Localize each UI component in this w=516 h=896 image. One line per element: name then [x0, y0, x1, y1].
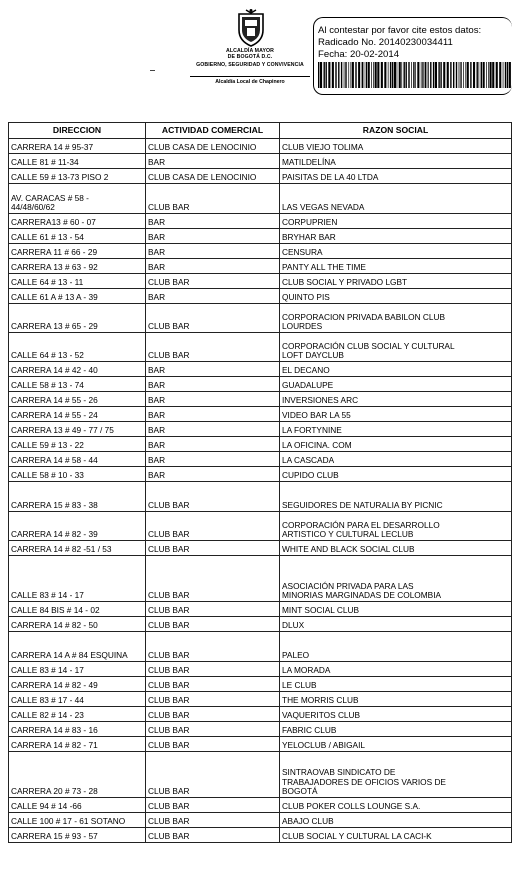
cell-direccion [9, 467, 146, 482]
cell-actividad: BAR [146, 244, 280, 259]
cell-actividad: CLUB CASA DE LENOCINIO [146, 139, 280, 154]
cell-razon-social [280, 813, 512, 828]
cell-razon-social-line: CENSURA [282, 247, 323, 258]
cell-razon-social-line: CLUB VIEJO TOLIMA [282, 142, 364, 153]
cell-direccion-line: 44/48/60/62 [11, 202, 55, 213]
cell-direccion-line: CARRERA 14 # 82 - 39 [11, 529, 98, 540]
table-row [9, 617, 512, 632]
cell-direccion-line: CALLE 84 BIS # 14 - 02 [11, 605, 100, 616]
cell-razon-social [280, 377, 512, 392]
cell-razon-social [280, 602, 512, 617]
table-row [9, 274, 512, 289]
cell-direccion-line: CARRERA 14 A # 84 ESQUINA [11, 650, 128, 661]
cell-actividad: CLUB BAR [146, 813, 280, 828]
cell-razon-social-line: ASOCIACIÓN PRIVADA PARA LAS [282, 580, 414, 591]
cell-razon-social [280, 154, 512, 169]
cell-direccion-line: CALLE 64 # 13 - 52 [11, 350, 84, 361]
cell-actividad: CLUB BAR [146, 602, 280, 617]
cell-razon-social-line: CLUB SOCIAL Y CULTURAL LA CACI-K [282, 831, 432, 842]
cell-actividad: BAR [146, 154, 280, 169]
cell-direccion-line: AV. CARACAS # 58 - [11, 192, 89, 203]
cell-direccion-line: CARRERA 14 # 83 - 16 [11, 725, 98, 736]
cell-direccion [9, 828, 146, 843]
cell-razon-social-line: PANTY ALL THE TIME [282, 262, 366, 273]
table-row [9, 392, 512, 407]
table-row [9, 169, 512, 184]
cell-razon-social [280, 828, 512, 843]
cell-direccion [9, 662, 146, 677]
cell-razon-social [280, 184, 512, 214]
cell-direccion-line: CALLE 64 # 13 - 11 [11, 277, 84, 288]
table-row [9, 813, 512, 828]
cell-razon-social [280, 333, 512, 362]
cell-direccion-line: CALLE 100 # 17 - 61 SOTANO [11, 816, 126, 827]
cell-razon-social-line: WHITE AND BLACK SOCIAL CLUB [282, 544, 415, 555]
cell-direccion [9, 407, 146, 422]
cell-direccion [9, 737, 146, 752]
cell-direccion-line: CARRERA 13 # 63 - 92 [11, 262, 98, 273]
cell-direccion-line: CARRERA 14 # 55 - 24 [11, 410, 98, 421]
cell-direccion [9, 452, 146, 467]
cell-razon-social [280, 482, 512, 512]
cell-direccion [9, 392, 146, 407]
table-row [9, 184, 512, 214]
cell-razon-social-line: SINTRAOVAB SINDICATO DE [282, 767, 396, 778]
cell-razon-social-line: YELOCLUB / ABIGAIL [282, 740, 366, 751]
cell-actividad: CLUB CASA DE LENOCINIO [146, 169, 280, 184]
cell-direccion-line: CARRERA 14 # 82 - 49 [11, 680, 98, 691]
cell-direccion [9, 362, 146, 377]
table-row [9, 737, 512, 752]
barcode-icon [317, 62, 511, 88]
stamp-date: Fecha: 20-02-2014 [318, 49, 400, 60]
cell-direccion-line: CALLE 61 A # 13 A - 39 [11, 292, 98, 303]
cell-razon-social [280, 304, 512, 333]
cell-direccion-line: CARRERA 11 # 66 - 29 [11, 247, 98, 258]
cell-razon-social [280, 632, 512, 662]
cell-razon-social-line: VIDEO BAR LA 55 [282, 410, 351, 421]
cell-actividad: BAR [146, 229, 280, 244]
cell-razon-social-line: CLUB SOCIAL Y PRIVADO LGBT [282, 277, 408, 288]
coat-of-arms-seal-icon [234, 8, 268, 48]
cell-actividad: BAR [146, 259, 280, 274]
cell-razon-social-line: PAISITAS DE LA 40 LTDA [282, 172, 379, 183]
cell-actividad: CLUB BAR [146, 617, 280, 632]
cell-direccion-line: CALLE 94 # 14 -66 [11, 801, 82, 812]
cell-actividad: CLUB BAR [146, 677, 280, 692]
cell-razon-social-line: CORPORACION PRIVADA BABILON CLUB [282, 311, 446, 322]
cell-razon-social [280, 707, 512, 722]
cell-razon-social-line: LA FORTYNINE [282, 425, 342, 436]
cell-direccion [9, 752, 146, 798]
cell-razon-social [280, 541, 512, 556]
table-row [9, 259, 512, 274]
cell-razon-social [280, 617, 512, 632]
cell-direccion [9, 617, 146, 632]
cell-direccion-line: CARRERA13 # 60 - 07 [11, 217, 96, 228]
table-row [9, 422, 512, 437]
cell-direccion [9, 214, 146, 229]
table-row [9, 662, 512, 677]
cell-razon-social-line: CORPORACIÓN PARA EL DESARROLLO [282, 519, 440, 530]
cell-direccion [9, 184, 146, 214]
cell-razon-social-line: INVERSIONES ARC [282, 395, 359, 406]
cell-direccion-line: CARRERA 14 # 82 -51 / 53 [11, 544, 112, 555]
table-row [9, 707, 512, 722]
table-row [9, 154, 512, 169]
cell-direccion [9, 422, 146, 437]
cell-razon-social-line: BOGOTÁ [282, 786, 318, 797]
cell-direccion [9, 602, 146, 617]
cell-razon-social-line: FABRIC CLUB [282, 725, 337, 736]
cell-razon-social [280, 274, 512, 289]
cell-razon-social-line: THE MORRIS CLUB [282, 695, 359, 706]
cell-razon-social [280, 452, 512, 467]
cell-razon-social [280, 392, 512, 407]
cell-razon-social-line: LA MORADA [282, 665, 331, 676]
cell-razon-social-line: DLUX [282, 620, 305, 631]
cell-razon-social-line: LA CASCADA [282, 455, 335, 466]
cell-direccion [9, 229, 146, 244]
column-header-razon-social: RAZON SOCIAL [280, 123, 512, 139]
cell-actividad: CLUB BAR [146, 274, 280, 289]
cell-direccion [9, 798, 146, 813]
cell-direccion [9, 692, 146, 707]
cell-direccion [9, 512, 146, 541]
cell-direccion [9, 677, 146, 692]
cell-razon-social-line: TRABAJADORES DE OFICIOS VARIOS DE [282, 776, 446, 787]
cell-razon-social [280, 662, 512, 677]
cell-razon-social-line: ARTISTICO Y CULTURAL LECLUB [282, 529, 414, 540]
cell-direccion-line: CALLE 59 # 13-73 PISO 2 [11, 172, 109, 183]
table-header-row [9, 123, 512, 139]
table-row [9, 556, 512, 602]
cell-direccion [9, 722, 146, 737]
cell-actividad: BAR [146, 407, 280, 422]
cell-actividad: CLUB BAR [146, 632, 280, 662]
cell-actividad: CLUB BAR [146, 722, 280, 737]
institution-name-line3: GOBIERNO, SEGURIDAD Y CONVIVENCIA [196, 62, 304, 68]
cell-razon-social [280, 244, 512, 259]
cell-razon-social-line: PALEO [282, 650, 310, 661]
cell-direccion [9, 437, 146, 452]
cell-direccion-line: CALLE 61 # 13 - 54 [11, 232, 84, 243]
cell-direccion-line: CARRERA 15 # 93 - 57 [11, 831, 98, 842]
cell-direccion-line: CALLE 58 # 10 - 33 [11, 470, 84, 481]
cell-actividad: BAR [146, 437, 280, 452]
cell-direccion-line: CARRERA 13 # 65 - 29 [11, 321, 98, 332]
cell-direccion [9, 304, 146, 333]
column-header-direccion: DIRECCION [9, 123, 146, 139]
column-header-actividad: ACTIVIDAD COMERCIAL [146, 123, 280, 139]
cell-direccion [9, 482, 146, 512]
table-row [9, 512, 512, 541]
cell-razon-social [280, 214, 512, 229]
table-row [9, 304, 512, 333]
table-row [9, 407, 512, 422]
cell-actividad: CLUB BAR [146, 692, 280, 707]
cell-actividad: BAR [146, 362, 280, 377]
cell-razon-social-line: MINORIAS MARGINADAS DE COLOMBIA [282, 590, 442, 601]
cell-actividad: CLUB BAR [146, 556, 280, 602]
cell-direccion [9, 244, 146, 259]
cell-direccion [9, 274, 146, 289]
cell-direccion-line: CARRERA 20 # 73 - 28 [11, 786, 98, 797]
cell-razon-social [280, 139, 512, 154]
table-row [9, 828, 512, 843]
cell-razon-social [280, 692, 512, 707]
table-row [9, 333, 512, 362]
cell-direccion-line: CARRERA 14 # 82 - 50 [11, 620, 98, 631]
cell-direccion [9, 707, 146, 722]
table-row [9, 632, 512, 662]
cell-actividad: CLUB BAR [146, 662, 280, 677]
institution-name-line1: ALCALDÍA MAYOR [226, 48, 274, 54]
cell-actividad: BAR [146, 377, 280, 392]
table-body [9, 139, 512, 843]
cell-razon-social-line: CLUB POKER COLLS LOUNGE S.A. [282, 801, 421, 812]
cell-direccion-line: CALLE 83 # 17 - 44 [11, 695, 84, 706]
scan-mark [150, 70, 155, 71]
cell-razon-social-line: SEGUIDORES DE NATURALIA BY PICNIC [282, 500, 443, 511]
institution-name-line2: DE BOGOTÁ D.C. [227, 54, 273, 60]
cell-direccion-line: CALLE 81 # 11-34 [11, 157, 79, 168]
cell-actividad: CLUB BAR [146, 512, 280, 541]
cell-razon-social [280, 512, 512, 541]
cell-actividad: CLUB BAR [146, 828, 280, 843]
cell-actividad: BAR [146, 214, 280, 229]
cell-razon-social-line: LOFT DAYCLUB [282, 350, 344, 361]
cell-razon-social [280, 289, 512, 304]
cell-razon-social-line: LOURDES [282, 321, 323, 332]
cell-razon-social-line: EL DECANO [282, 365, 330, 376]
cell-razon-social [280, 362, 512, 377]
document-header [0, 0, 516, 122]
table-row [9, 677, 512, 692]
cell-razon-social-line: LAS VEGAS NEVADA [282, 202, 365, 213]
table-row [9, 289, 512, 304]
cell-actividad: BAR [146, 392, 280, 407]
cell-direccion [9, 169, 146, 184]
cell-actividad: BAR [146, 422, 280, 437]
table-row [9, 139, 512, 154]
cell-razon-social [280, 798, 512, 813]
cell-razon-social [280, 467, 512, 482]
cell-direccion-line: CARRERA 13 # 49 - 77 / 75 [11, 425, 114, 436]
cell-razon-social-line: CUPIDO CLUB [282, 470, 339, 481]
cell-actividad: CLUB BAR [146, 541, 280, 556]
cell-razon-social [280, 556, 512, 602]
cell-direccion-line: CARRERA 14 # 95-37 [11, 142, 94, 153]
cell-direccion-line: CALLE 83 # 14 - 17 [11, 590, 84, 601]
cell-razon-social-line: MATILDELÍNA [282, 157, 336, 168]
cell-actividad: CLUB BAR [146, 333, 280, 362]
cell-razon-social [280, 169, 512, 184]
cell-direccion-line: CARRERA 14 # 58 - 44 [11, 455, 98, 466]
cell-direccion-line: CALLE 83 # 14 - 17 [11, 665, 84, 676]
cell-razon-social [280, 737, 512, 752]
table-row [9, 244, 512, 259]
cell-razon-social [280, 422, 512, 437]
cell-razon-social-line: ABAJO CLUB [282, 816, 334, 827]
cell-direccion [9, 632, 146, 662]
table-row [9, 214, 512, 229]
cell-razon-social [280, 407, 512, 422]
cell-razon-social-line: QUINTO PIS [282, 292, 330, 303]
stamp-instruction: Al contestar por favor cite estos datos: [318, 25, 482, 36]
header-divider [190, 76, 310, 77]
filing-stamp [313, 17, 512, 95]
cell-razon-social [280, 229, 512, 244]
cell-razon-social-line: LA OFICINA. COM [282, 440, 352, 451]
cell-direccion-line: CARRERA 15 # 83 - 38 [11, 500, 98, 511]
cell-actividad: CLUB BAR [146, 184, 280, 214]
cell-razon-social [280, 722, 512, 737]
cell-direccion-line: CALLE 58 # 13 - 74 [11, 380, 84, 391]
cell-actividad: CLUB BAR [146, 482, 280, 512]
cell-direccion [9, 259, 146, 274]
stamp-filing-number: Radicado No. 20140230034411 [318, 37, 453, 48]
cell-razon-social [280, 677, 512, 692]
cell-actividad: CLUB BAR [146, 304, 280, 333]
table-row [9, 752, 512, 798]
table-row [9, 798, 512, 813]
cell-razon-social-line: CORPUPRIEN [282, 217, 338, 228]
cell-razon-social-line: VAQUERITOS CLUB [282, 710, 361, 721]
cell-direccion [9, 154, 146, 169]
table-row [9, 362, 512, 377]
cell-direccion [9, 333, 146, 362]
cell-direccion [9, 813, 146, 828]
cell-direccion [9, 377, 146, 392]
cell-direccion-line: CALLE 82 # 14 - 23 [11, 710, 84, 721]
table-row [9, 602, 512, 617]
cell-direccion-line: CALLE 59 # 13 - 22 [11, 440, 84, 451]
cell-razon-social [280, 437, 512, 452]
table-row [9, 482, 512, 512]
cell-actividad: BAR [146, 467, 280, 482]
table-row [9, 692, 512, 707]
table-row [9, 467, 512, 482]
cell-actividad: CLUB BAR [146, 707, 280, 722]
table-row [9, 452, 512, 467]
table-row [9, 722, 512, 737]
cell-razon-social-line: LE CLUB [282, 680, 317, 691]
cell-razon-social-line: GUADALUPE [282, 380, 334, 391]
cell-direccion [9, 541, 146, 556]
cell-actividad: CLUB BAR [146, 798, 280, 813]
cell-actividad: BAR [146, 452, 280, 467]
cell-direccion [9, 139, 146, 154]
table-row [9, 377, 512, 392]
cell-razon-social-line: MINT SOCIAL CLUB [282, 605, 359, 616]
cell-direccion [9, 289, 146, 304]
cell-direccion [9, 556, 146, 602]
cell-actividad: CLUB BAR [146, 752, 280, 798]
establishments-table [8, 122, 512, 843]
institution-name-line4: Alcaldía Local de Chapinero [215, 79, 285, 85]
cell-direccion-line: CARRERA 14 # 55 - 26 [11, 395, 98, 406]
cell-razon-social [280, 752, 512, 798]
cell-razon-social-line: BRYHAR BAR [282, 232, 336, 243]
cell-direccion-line: CARRERA 14 # 82 - 71 [11, 740, 98, 751]
cell-razon-social-line: CORPORACIÓN CLUB SOCIAL Y CULTURAL [282, 340, 455, 351]
cell-direccion-line: CARRERA 14 # 42 - 40 [11, 365, 98, 376]
cell-actividad: CLUB BAR [146, 737, 280, 752]
cell-actividad: BAR [146, 289, 280, 304]
table-row [9, 541, 512, 556]
cell-razon-social [280, 259, 512, 274]
table-row [9, 437, 512, 452]
table-row [9, 229, 512, 244]
